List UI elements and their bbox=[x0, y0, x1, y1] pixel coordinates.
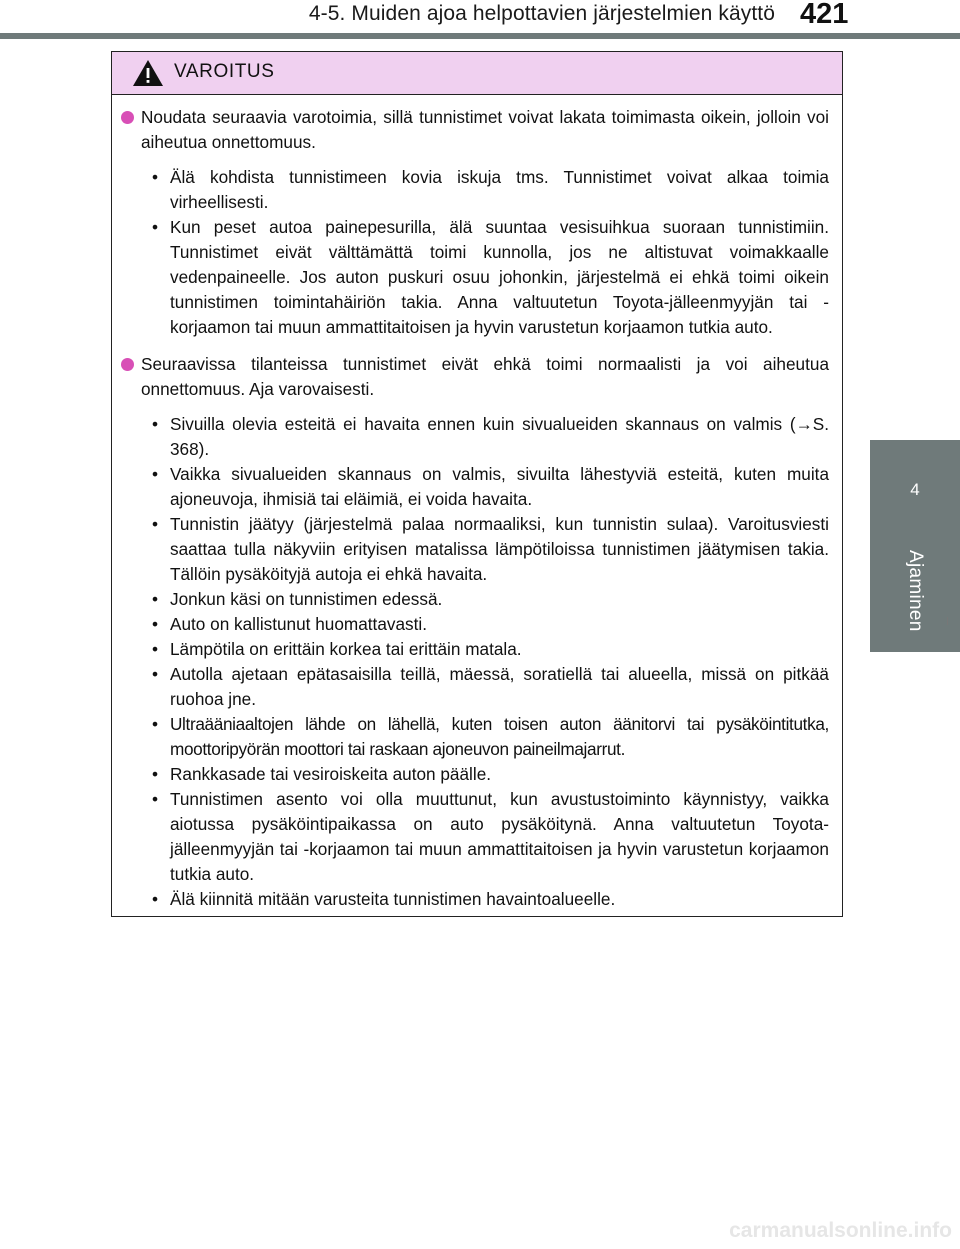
pink-dot-icon bbox=[121, 111, 134, 124]
list-item: • Auto on kallistunut huomattavasti. bbox=[170, 612, 829, 637]
chapter-number: 4 bbox=[910, 480, 920, 499]
warning-header bbox=[112, 52, 842, 95]
pink-dot-icon bbox=[121, 358, 134, 371]
warning-label: VAROITUS bbox=[174, 61, 275, 82]
list-item: • Vaikka sivualueiden skannaus on valmis, sivuilta lähestyviä esteitä, kuten muita ajoneuvoja, ihmisiä tai eläimiä, ei voida havaita. bbox=[152, 464, 829, 509]
warning-paragraph bbox=[133, 105, 829, 155]
paragraph-text: Noudata seuraavia varotoimia, sillä tunnistimet voivat lakata toimimasta oikein, jolloin voi aiheutua onnettomuus. bbox=[141, 107, 829, 152]
bullet-list bbox=[133, 412, 829, 912]
bullet-icon: • bbox=[152, 639, 159, 659]
footer-watermark: carmanualsonline.info bbox=[729, 1219, 952, 1242]
list-item: • Autolla ajetaan epätasaisilla teillä, mäessä, soratiellä tai alueella, missä on pitkää ruohoa jne. bbox=[152, 664, 829, 709]
header-rule bbox=[0, 33, 960, 39]
bullet-icon: • bbox=[152, 664, 159, 684]
list-item: • Tunnistimen asento voi olla muuttunut, kun avustustoiminto käynnistyy, vaikka aiotussa pysäköintipaikassa on auto pysäköitynä. Anna valtuutetun Toyota-jälleenmyyjän tai -korjaamon tai muun ammattitaitoisen ja hyvin varustetun korjaamon tutkia auto. bbox=[152, 789, 829, 884]
chapter-label: Ajaminen bbox=[905, 550, 926, 632]
bullet-icon: • bbox=[152, 614, 159, 634]
bullet-icon: • bbox=[152, 217, 159, 237]
list-item: • Ultraääniaaltojen lähde on lähellä, kuten toisen auton äänitorvi tai pysäköintitutka, moottoripyörän moottori tai raskaan ajoneuvon paineilmajarrut. bbox=[152, 714, 829, 759]
section-title: 4-5. Muiden ajoa helpottavien järjestelmien käyttö bbox=[308, 2, 775, 25]
list-item: • Kun peset autoa painepesurilla, älä suuntaa vesisuihkua suoraan tunnistimiin. Tunnistimet eivät välttämättä toimi kunnolla, jos ne altistuvat voimakkaalle vedenpaineelle. Jos auton puskuri osuu johonkin, järjestelmä ei ehkä toimi oikein tunnistimen toimintahäiriön takia. Anna valtuutetun Toyota-jälleenmyyjän tai -korjaamon tai muun ammattitaitoisen ja hyvin varustetun korjaamon tutkia auto. bbox=[152, 217, 829, 337]
paragraph-text: Seuraavissa tilanteissa tunnistimet eivät ehkä toimi normaalisti ja voi aiheutua onnettomuus. Aja varovaisesti. bbox=[141, 354, 829, 399]
bullet-icon: • bbox=[152, 167, 159, 187]
bullet-icon: • bbox=[152, 514, 159, 534]
list-item: • Rankkasade tai vesiroiskeita auton päälle. bbox=[170, 762, 829, 787]
list-item: • Älä kiinnitä mitään varusteita tunnistimen havaintoalueelle. bbox=[170, 887, 829, 912]
bullet-icon: • bbox=[152, 764, 159, 784]
bullet-icon: • bbox=[152, 589, 159, 609]
list-item: • Sivuilla olevia esteitä ei havaita ennen kuin sivualueiden skannaus on valmis (→S. 368). bbox=[152, 414, 829, 459]
warning-body bbox=[112, 95, 842, 912]
bullet-icon: • bbox=[152, 889, 159, 909]
list-item: • Lämpötila on erittäin korkea tai erittäin matala. bbox=[170, 637, 829, 662]
bullet-icon: • bbox=[152, 714, 158, 734]
list-item: • Jonkun käsi on tunnistimen edessä. bbox=[170, 587, 829, 612]
list-item: • Tunnistin jäätyy (järjestelmä palaa normaaliksi, kun tunnistin sulaa). Varoitusviesti saattaa tulla näkyviin erityisen matalissa lämpötiloissa tunnistimen jäätymisen takia. Tällöin pysäköityjä autoja ei ehkä havaita. bbox=[152, 514, 829, 584]
list-item: • Älä kohdista tunnistimeen kovia iskuja tms. Tunnistimet voivat alkaa toimia virheellisesti. bbox=[152, 167, 829, 212]
bullet-icon: • bbox=[152, 789, 159, 809]
warning-paragraph bbox=[133, 352, 829, 402]
page-number: 421 bbox=[800, 0, 849, 30]
tab-tick bbox=[947, 617, 948, 625]
warning-box bbox=[111, 51, 843, 917]
bullet-icon: • bbox=[152, 414, 159, 434]
bullet-list bbox=[133, 165, 829, 340]
bullet-icon: • bbox=[152, 464, 159, 484]
warning-triangle-icon bbox=[132, 59, 164, 87]
